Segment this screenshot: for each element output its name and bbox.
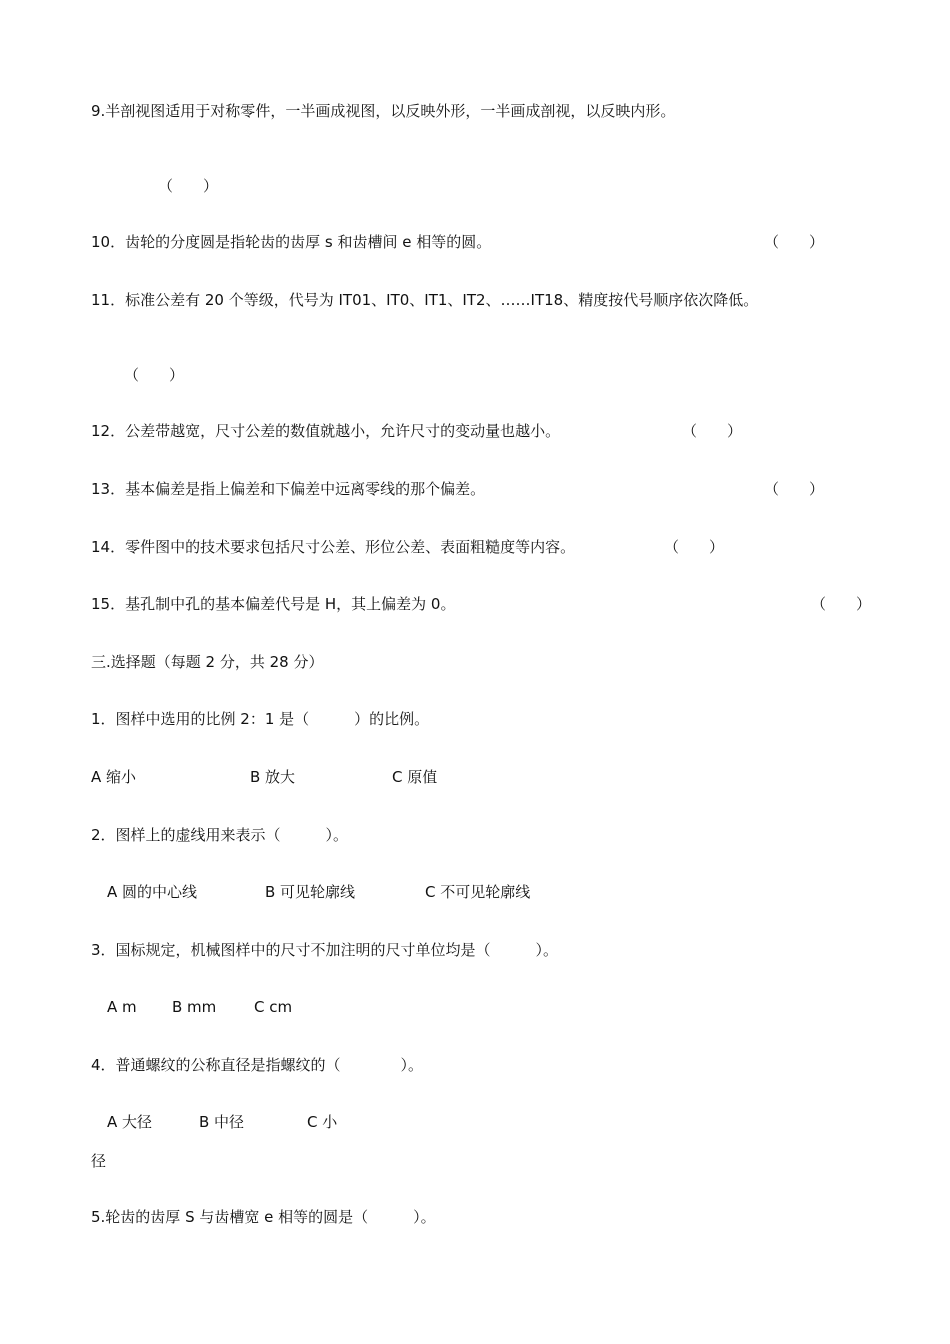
question-10-text: 10．齿轮的分度圆是指轮齿的齿厚 s 和齿槽间 e 相等的圆。 xyxy=(91,233,492,251)
question-11-text: 11．标准公差有 20 个等级，代号为 IT01、IT0、IT1、IT2、……IT18、精度按代号顺序依次降低。 xyxy=(91,291,759,309)
question-13-answer-blank: （ ） xyxy=(764,480,825,498)
choice-1-option-b: B 放大 xyxy=(250,768,296,786)
choice-3-option-b: B mm xyxy=(172,998,217,1016)
choice-2-text: 2．图样上的虚线用来表示（ ）。 xyxy=(91,826,349,844)
choice-3-option-a: A m xyxy=(107,998,137,1016)
choice-2-option-c: C 不可见轮廓线 xyxy=(425,883,531,901)
question-13-text: 13．基本偏差是指上偏差和下偏差中远离零线的那个偏差。 xyxy=(91,480,486,498)
question-9-text: 9.半剖视图适用于对称零件，一半画成视图，以反映外形，一半画成剖视，以反映内形。 xyxy=(91,102,676,120)
question-12-answer-blank: （ ） xyxy=(682,422,743,440)
question-15-answer-blank: （ ） xyxy=(811,595,872,613)
question-11-answer-blank: （ ） xyxy=(124,366,185,384)
question-9-answer-blank: （ ） xyxy=(158,177,219,195)
choice-1-option-c: C 原值 xyxy=(392,768,438,786)
question-12-text: 12．公差带越宽，尺寸公差的数值就越小，允许尺寸的变动量也越小。 xyxy=(91,422,561,440)
choice-4-option-a: A 大径 xyxy=(107,1113,153,1131)
question-14-text: 14．零件图中的技术要求包括尺寸公差、形位公差、表面粗糙度等内容。 xyxy=(91,538,576,556)
choice-1-text: 1．图样中选用的比例 2：1 是（ ）的比例。 xyxy=(91,710,430,728)
question-15-text: 15．基孔制中孔的基本偏差代号是 H，其上偏差为 0。 xyxy=(91,595,456,613)
choice-2-option-b: B 可见轮廓线 xyxy=(265,883,356,901)
choice-1-option-a: A 缩小 xyxy=(91,768,137,786)
choice-4-option-c-wrap: 径 xyxy=(91,1152,107,1170)
question-10-answer-blank: （ ） xyxy=(764,233,825,251)
question-14-answer-blank: （ ） xyxy=(664,538,725,556)
choice-4-text: 4．普通螺纹的公称直径是指螺纹的（ ）。 xyxy=(91,1056,424,1074)
choice-4-option-b: B 中径 xyxy=(199,1113,245,1131)
choice-2-option-a: A 圆的中心线 xyxy=(107,883,198,901)
choice-4-option-c: C 小 xyxy=(307,1113,338,1131)
choice-5-text: 5.轮齿的齿厚 S 与齿槽宽 e 相等的圆是（ ）。 xyxy=(91,1208,436,1226)
choice-3-option-c: C cm xyxy=(254,998,293,1016)
section-3-heading: 三.选择题（每题 2 分，共 28 分） xyxy=(91,653,324,671)
choice-3-text: 3．国标规定，机械图样中的尺寸不加注明的尺寸单位均是（ ）。 xyxy=(91,941,559,959)
